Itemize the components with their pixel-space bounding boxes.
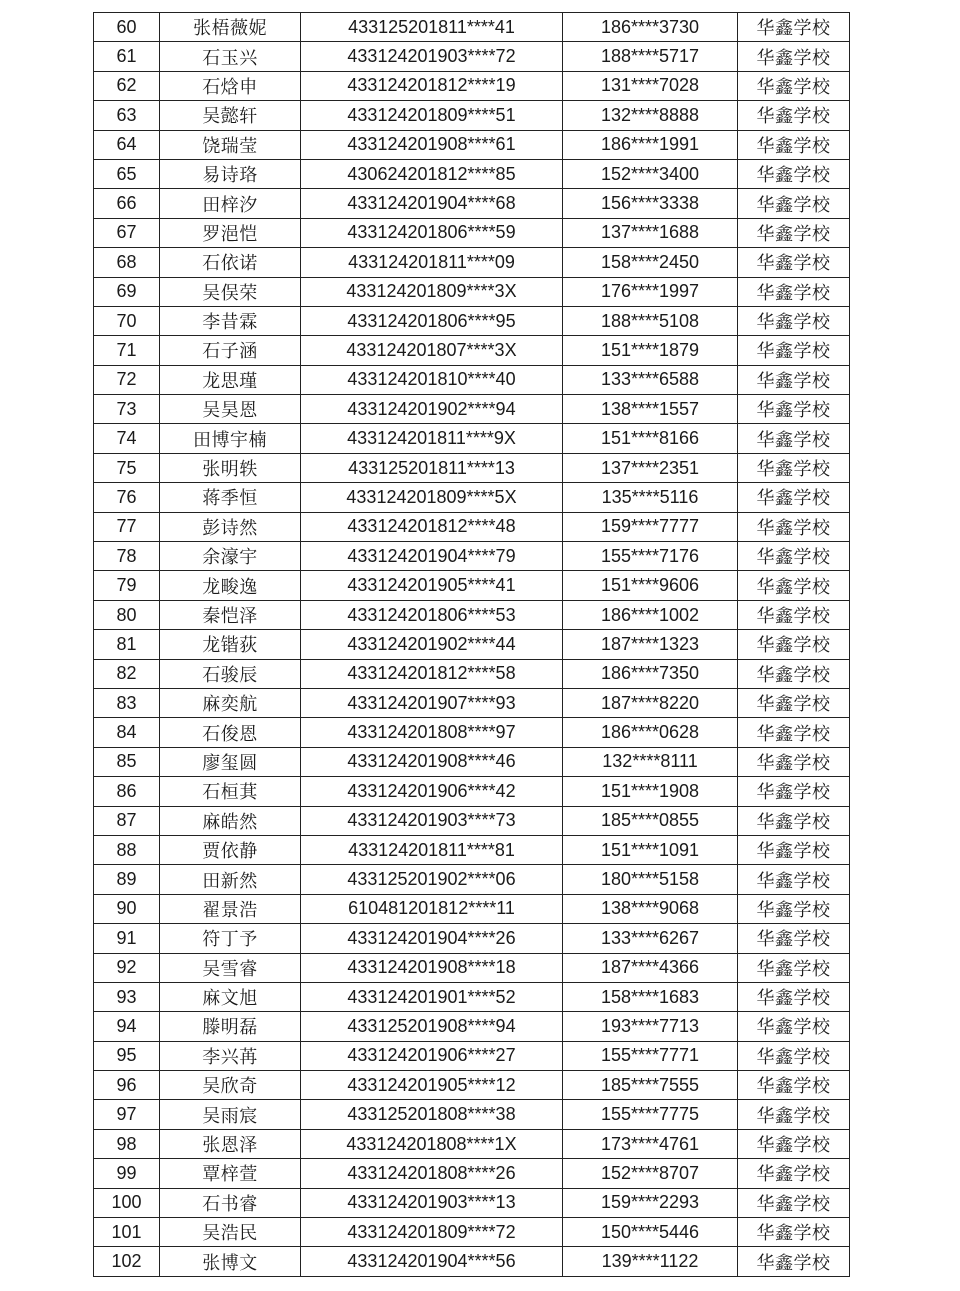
id-number-cell: 433124201906****42 [301, 777, 563, 806]
id-number-cell: 433124201809****5X [301, 483, 563, 512]
table-row [94, 806, 850, 835]
student-name-cell: 吴俣荣 [160, 277, 301, 306]
table-row [94, 953, 850, 982]
id-number-cell: 433124201811****81 [301, 835, 563, 864]
row-number-cell: 100 [94, 1188, 160, 1217]
id-number-cell: 433124201808****26 [301, 1159, 563, 1188]
table-row [94, 277, 850, 306]
row-number-cell: 60 [94, 13, 160, 42]
phone-number-cell: 158****1683 [563, 982, 738, 1011]
id-number-cell: 433124201810****40 [301, 365, 563, 394]
table-row [94, 130, 850, 159]
phone-number-cell: 139****1122 [563, 1247, 738, 1276]
phone-number-cell: 152****8707 [563, 1159, 738, 1188]
id-number-cell: 433124201903****72 [301, 42, 563, 71]
row-number-cell: 64 [94, 130, 160, 159]
school-name-cell: 华鑫学校 [738, 130, 850, 159]
id-number-cell: 433124201904****79 [301, 542, 563, 571]
table-row [94, 777, 850, 806]
student-name-cell: 滕明磊 [160, 1012, 301, 1041]
id-number-cell: 433124201809****72 [301, 1218, 563, 1247]
id-number-cell: 433124201904****56 [301, 1247, 563, 1276]
school-name-cell: 华鑫学校 [738, 512, 850, 541]
row-number-cell: 95 [94, 1041, 160, 1070]
school-name-cell: 华鑫学校 [738, 1012, 850, 1041]
phone-number-cell: 138****9068 [563, 894, 738, 923]
id-number-cell: 433124201901****52 [301, 982, 563, 1011]
id-number-cell: 433125201908****94 [301, 1012, 563, 1041]
school-name-cell: 华鑫学校 [738, 630, 850, 659]
phone-number-cell: 133****6267 [563, 924, 738, 953]
row-number-cell: 87 [94, 806, 160, 835]
student-name-cell: 石依诺 [160, 248, 301, 277]
table-row [94, 1041, 850, 1070]
school-name-cell: 华鑫学校 [738, 395, 850, 424]
row-number-cell: 84 [94, 718, 160, 747]
row-number-cell: 75 [94, 453, 160, 482]
table-row [94, 1012, 850, 1041]
phone-number-cell: 176****1997 [563, 277, 738, 306]
phone-number-cell: 186****1991 [563, 130, 738, 159]
id-number-cell: 433124201806****53 [301, 600, 563, 629]
row-number-cell: 89 [94, 865, 160, 894]
school-name-cell: 华鑫学校 [738, 953, 850, 982]
phone-number-cell: 155****7775 [563, 1100, 738, 1129]
id-number-cell: 433125201811****41 [301, 13, 563, 42]
id-number-cell: 433124201904****26 [301, 924, 563, 953]
school-name-cell: 华鑫学校 [738, 101, 850, 130]
table-row [94, 395, 850, 424]
table-row [94, 659, 850, 688]
school-name-cell: 华鑫学校 [738, 189, 850, 218]
row-number-cell: 78 [94, 542, 160, 571]
table-row [94, 688, 850, 717]
phone-number-cell: 186****0628 [563, 718, 738, 747]
id-number-cell: 433124201903****13 [301, 1188, 563, 1217]
row-number-cell: 72 [94, 365, 160, 394]
student-name-cell: 石书睿 [160, 1188, 301, 1217]
id-number-cell: 433124201903****73 [301, 806, 563, 835]
student-name-cell: 余濠宇 [160, 542, 301, 571]
school-name-cell: 华鑫学校 [738, 747, 850, 776]
id-number-cell: 433124201809****51 [301, 101, 563, 130]
phone-number-cell: 159****7777 [563, 512, 738, 541]
school-name-cell: 华鑫学校 [738, 71, 850, 100]
phone-number-cell: 173****4761 [563, 1129, 738, 1158]
student-name-cell: 张恩泽 [160, 1129, 301, 1158]
school-name-cell: 华鑫学校 [738, 1100, 850, 1129]
school-name-cell: 华鑫学校 [738, 806, 850, 835]
school-name-cell: 华鑫学校 [738, 218, 850, 247]
student-name-cell: 罗浥恺 [160, 218, 301, 247]
phone-number-cell: 155****7771 [563, 1041, 738, 1070]
id-number-cell: 433124201811****09 [301, 248, 563, 277]
id-number-cell: 433124201904****68 [301, 189, 563, 218]
student-name-cell: 田新然 [160, 865, 301, 894]
phone-number-cell: 155****7176 [563, 542, 738, 571]
student-name-cell: 石玉兴 [160, 42, 301, 71]
student-name-cell: 石骏辰 [160, 659, 301, 688]
table-row [94, 1188, 850, 1217]
row-number-cell: 96 [94, 1071, 160, 1100]
row-number-cell: 69 [94, 277, 160, 306]
school-name-cell: 华鑫学校 [738, 659, 850, 688]
school-name-cell: 华鑫学校 [738, 365, 850, 394]
row-number-cell: 82 [94, 659, 160, 688]
id-number-cell: 433124201902****94 [301, 395, 563, 424]
row-number-cell: 61 [94, 42, 160, 71]
row-number-cell: 68 [94, 248, 160, 277]
phone-number-cell: 193****7713 [563, 1012, 738, 1041]
student-name-cell: 吴懿轩 [160, 101, 301, 130]
table-row [94, 982, 850, 1011]
id-number-cell: 433124201806****59 [301, 218, 563, 247]
school-name-cell: 华鑫学校 [738, 777, 850, 806]
table-row [94, 1129, 850, 1158]
table-row [94, 336, 850, 365]
id-number-cell: 433125201902****06 [301, 865, 563, 894]
school-name-cell: 华鑫学校 [738, 1071, 850, 1100]
student-name-cell: 李兴苒 [160, 1041, 301, 1070]
id-number-cell: 433124201908****61 [301, 130, 563, 159]
school-name-cell: 华鑫学校 [738, 1129, 850, 1158]
row-number-cell: 80 [94, 600, 160, 629]
phone-number-cell: 151****1879 [563, 336, 738, 365]
student-name-cell: 张梧薇妮 [160, 13, 301, 42]
id-number-cell: 433124201808****1X [301, 1129, 563, 1158]
student-name-cell: 龙锴荻 [160, 630, 301, 659]
id-number-cell: 433124201808****97 [301, 718, 563, 747]
phone-number-cell: 188****5717 [563, 42, 738, 71]
phone-number-cell: 188****5108 [563, 306, 738, 335]
school-name-cell: 华鑫学校 [738, 835, 850, 864]
student-name-cell: 饶瑞莹 [160, 130, 301, 159]
student-name-cell: 吴昊恩 [160, 395, 301, 424]
phone-number-cell: 187****8220 [563, 688, 738, 717]
row-number-cell: 73 [94, 395, 160, 424]
table-row [94, 218, 850, 247]
student-name-cell: 翟景浩 [160, 894, 301, 923]
id-number-cell: 433124201812****19 [301, 71, 563, 100]
row-number-cell: 67 [94, 218, 160, 247]
phone-number-cell: 156****3338 [563, 189, 738, 218]
student-name-cell: 麻文旭 [160, 982, 301, 1011]
phone-number-cell: 185****0855 [563, 806, 738, 835]
student-name-cell: 秦恺泽 [160, 600, 301, 629]
row-number-cell: 62 [94, 71, 160, 100]
school-name-cell: 华鑫学校 [738, 1247, 850, 1276]
student-name-cell: 张明轶 [160, 453, 301, 482]
school-name-cell: 华鑫学校 [738, 982, 850, 1011]
school-name-cell: 华鑫学校 [738, 159, 850, 188]
phone-number-cell: 151****9606 [563, 571, 738, 600]
school-name-cell: 华鑫学校 [738, 13, 850, 42]
row-number-cell: 91 [94, 924, 160, 953]
phone-number-cell: 187****1323 [563, 630, 738, 659]
school-name-cell: 华鑫学校 [738, 336, 850, 365]
student-name-cell: 石焓申 [160, 71, 301, 100]
row-number-cell: 81 [94, 630, 160, 659]
phone-number-cell: 137****2351 [563, 453, 738, 482]
school-name-cell: 华鑫学校 [738, 924, 850, 953]
table-row [94, 189, 850, 218]
row-number-cell: 92 [94, 953, 160, 982]
table-row [94, 1100, 850, 1129]
row-number-cell: 94 [94, 1012, 160, 1041]
table-row [94, 248, 850, 277]
table-row [94, 600, 850, 629]
row-number-cell: 98 [94, 1129, 160, 1158]
phone-number-cell: 137****1688 [563, 218, 738, 247]
table-row [94, 1247, 850, 1276]
table-row [94, 306, 850, 335]
id-number-cell: 433124201906****27 [301, 1041, 563, 1070]
table-row [94, 453, 850, 482]
row-number-cell: 70 [94, 306, 160, 335]
phone-number-cell: 150****5446 [563, 1218, 738, 1247]
school-name-cell: 华鑫学校 [738, 1041, 850, 1070]
roster-table-body [94, 13, 850, 1277]
table-row [94, 159, 850, 188]
table-row [94, 42, 850, 71]
id-number-cell: 433124201811****9X [301, 424, 563, 453]
student-table-wrapper [93, 12, 849, 1277]
student-name-cell: 符丁予 [160, 924, 301, 953]
id-number-cell: 610481201812****11 [301, 894, 563, 923]
student-name-cell: 吴雪睿 [160, 953, 301, 982]
table-row [94, 865, 850, 894]
id-number-cell: 433124201905****12 [301, 1071, 563, 1100]
school-name-cell: 华鑫学校 [738, 600, 850, 629]
school-name-cell: 华鑫学校 [738, 571, 850, 600]
school-name-cell: 华鑫学校 [738, 424, 850, 453]
student-name-cell: 田博宇楠 [160, 424, 301, 453]
student-name-cell: 龙思瑾 [160, 365, 301, 394]
table-row [94, 512, 850, 541]
phone-number-cell: 132****8888 [563, 101, 738, 130]
student-name-cell: 李昔霖 [160, 306, 301, 335]
row-number-cell: 93 [94, 982, 160, 1011]
id-number-cell: 433124201806****95 [301, 306, 563, 335]
student-name-cell: 麻皓然 [160, 806, 301, 835]
phone-number-cell: 185****7555 [563, 1071, 738, 1100]
school-name-cell: 华鑫学校 [738, 865, 850, 894]
phone-number-cell: 158****2450 [563, 248, 738, 277]
id-number-cell: 433124201908****46 [301, 747, 563, 776]
phone-number-cell: 131****7028 [563, 71, 738, 100]
id-number-cell: 433124201812****58 [301, 659, 563, 688]
school-name-cell: 华鑫学校 [738, 894, 850, 923]
row-number-cell: 85 [94, 747, 160, 776]
school-name-cell: 华鑫学校 [738, 277, 850, 306]
table-row [94, 924, 850, 953]
phone-number-cell: 151****8166 [563, 424, 738, 453]
school-name-cell: 华鑫学校 [738, 1188, 850, 1217]
table-row [94, 101, 850, 130]
student-name-cell: 张博文 [160, 1247, 301, 1276]
row-number-cell: 66 [94, 189, 160, 218]
school-name-cell: 华鑫学校 [738, 718, 850, 747]
school-name-cell: 华鑫学校 [738, 248, 850, 277]
row-number-cell: 65 [94, 159, 160, 188]
school-name-cell: 华鑫学校 [738, 542, 850, 571]
phone-number-cell: 132****8111 [563, 747, 738, 776]
student-name-cell: 吴雨宸 [160, 1100, 301, 1129]
student-name-cell: 石子涵 [160, 336, 301, 365]
row-number-cell: 74 [94, 424, 160, 453]
row-number-cell: 63 [94, 101, 160, 130]
table-row [94, 542, 850, 571]
phone-number-cell: 186****3730 [563, 13, 738, 42]
table-row [94, 835, 850, 864]
id-number-cell: 433124201905****41 [301, 571, 563, 600]
student-name-cell: 贾依静 [160, 835, 301, 864]
id-number-cell: 433124201807****3X [301, 336, 563, 365]
table-row [94, 365, 850, 394]
school-name-cell: 华鑫学校 [738, 1159, 850, 1188]
table-row [94, 1218, 850, 1247]
table-row [94, 630, 850, 659]
row-number-cell: 97 [94, 1100, 160, 1129]
table-row [94, 1159, 850, 1188]
school-name-cell: 华鑫学校 [738, 306, 850, 335]
student-name-cell: 廖玺圆 [160, 747, 301, 776]
row-number-cell: 90 [94, 894, 160, 923]
phone-number-cell: 152****3400 [563, 159, 738, 188]
row-number-cell: 88 [94, 835, 160, 864]
id-number-cell: 433124201902****44 [301, 630, 563, 659]
school-name-cell: 华鑫学校 [738, 42, 850, 71]
school-name-cell: 华鑫学校 [738, 453, 850, 482]
table-row [94, 894, 850, 923]
phone-number-cell: 186****1002 [563, 600, 738, 629]
student-name-cell: 彭诗然 [160, 512, 301, 541]
row-number-cell: 76 [94, 483, 160, 512]
student-name-cell: 石俊恩 [160, 718, 301, 747]
id-number-cell: 430624201812****85 [301, 159, 563, 188]
phone-number-cell: 133****6588 [563, 365, 738, 394]
id-number-cell: 433124201907****93 [301, 688, 563, 717]
id-number-cell: 433125201811****13 [301, 453, 563, 482]
id-number-cell: 433124201908****18 [301, 953, 563, 982]
student-name-cell: 龙畯逸 [160, 571, 301, 600]
table-row [94, 13, 850, 42]
table-row [94, 483, 850, 512]
phone-number-cell: 151****1908 [563, 777, 738, 806]
phone-number-cell: 151****1091 [563, 835, 738, 864]
student-name-cell: 吴欣奇 [160, 1071, 301, 1100]
phone-number-cell: 187****4366 [563, 953, 738, 982]
row-number-cell: 71 [94, 336, 160, 365]
student-name-cell: 田梓汐 [160, 189, 301, 218]
student-name-cell: 吴浩民 [160, 1218, 301, 1247]
id-number-cell: 433125201808****38 [301, 1100, 563, 1129]
id-number-cell: 433124201812****48 [301, 512, 563, 541]
phone-number-cell: 135****5116 [563, 483, 738, 512]
phone-number-cell: 186****7350 [563, 659, 738, 688]
table-row [94, 71, 850, 100]
school-name-cell: 华鑫学校 [738, 483, 850, 512]
row-number-cell: 101 [94, 1218, 160, 1247]
table-row [94, 1071, 850, 1100]
student-name-cell: 蒋季恒 [160, 483, 301, 512]
student-roster-table [93, 12, 850, 1277]
phone-number-cell: 180****5158 [563, 865, 738, 894]
student-name-cell: 易诗珞 [160, 159, 301, 188]
row-number-cell: 79 [94, 571, 160, 600]
school-name-cell: 华鑫学校 [738, 1218, 850, 1247]
row-number-cell: 99 [94, 1159, 160, 1188]
row-number-cell: 83 [94, 688, 160, 717]
row-number-cell: 77 [94, 512, 160, 541]
id-number-cell: 433124201809****3X [301, 277, 563, 306]
table-row [94, 747, 850, 776]
student-name-cell: 麻奕航 [160, 688, 301, 717]
table-row [94, 424, 850, 453]
school-name-cell: 华鑫学校 [738, 688, 850, 717]
student-name-cell: 覃梓萱 [160, 1159, 301, 1188]
row-number-cell: 86 [94, 777, 160, 806]
phone-number-cell: 138****1557 [563, 395, 738, 424]
phone-number-cell: 159****2293 [563, 1188, 738, 1217]
table-row [94, 718, 850, 747]
row-number-cell: 102 [94, 1247, 160, 1276]
table-row [94, 571, 850, 600]
student-name-cell: 石桓萁 [160, 777, 301, 806]
